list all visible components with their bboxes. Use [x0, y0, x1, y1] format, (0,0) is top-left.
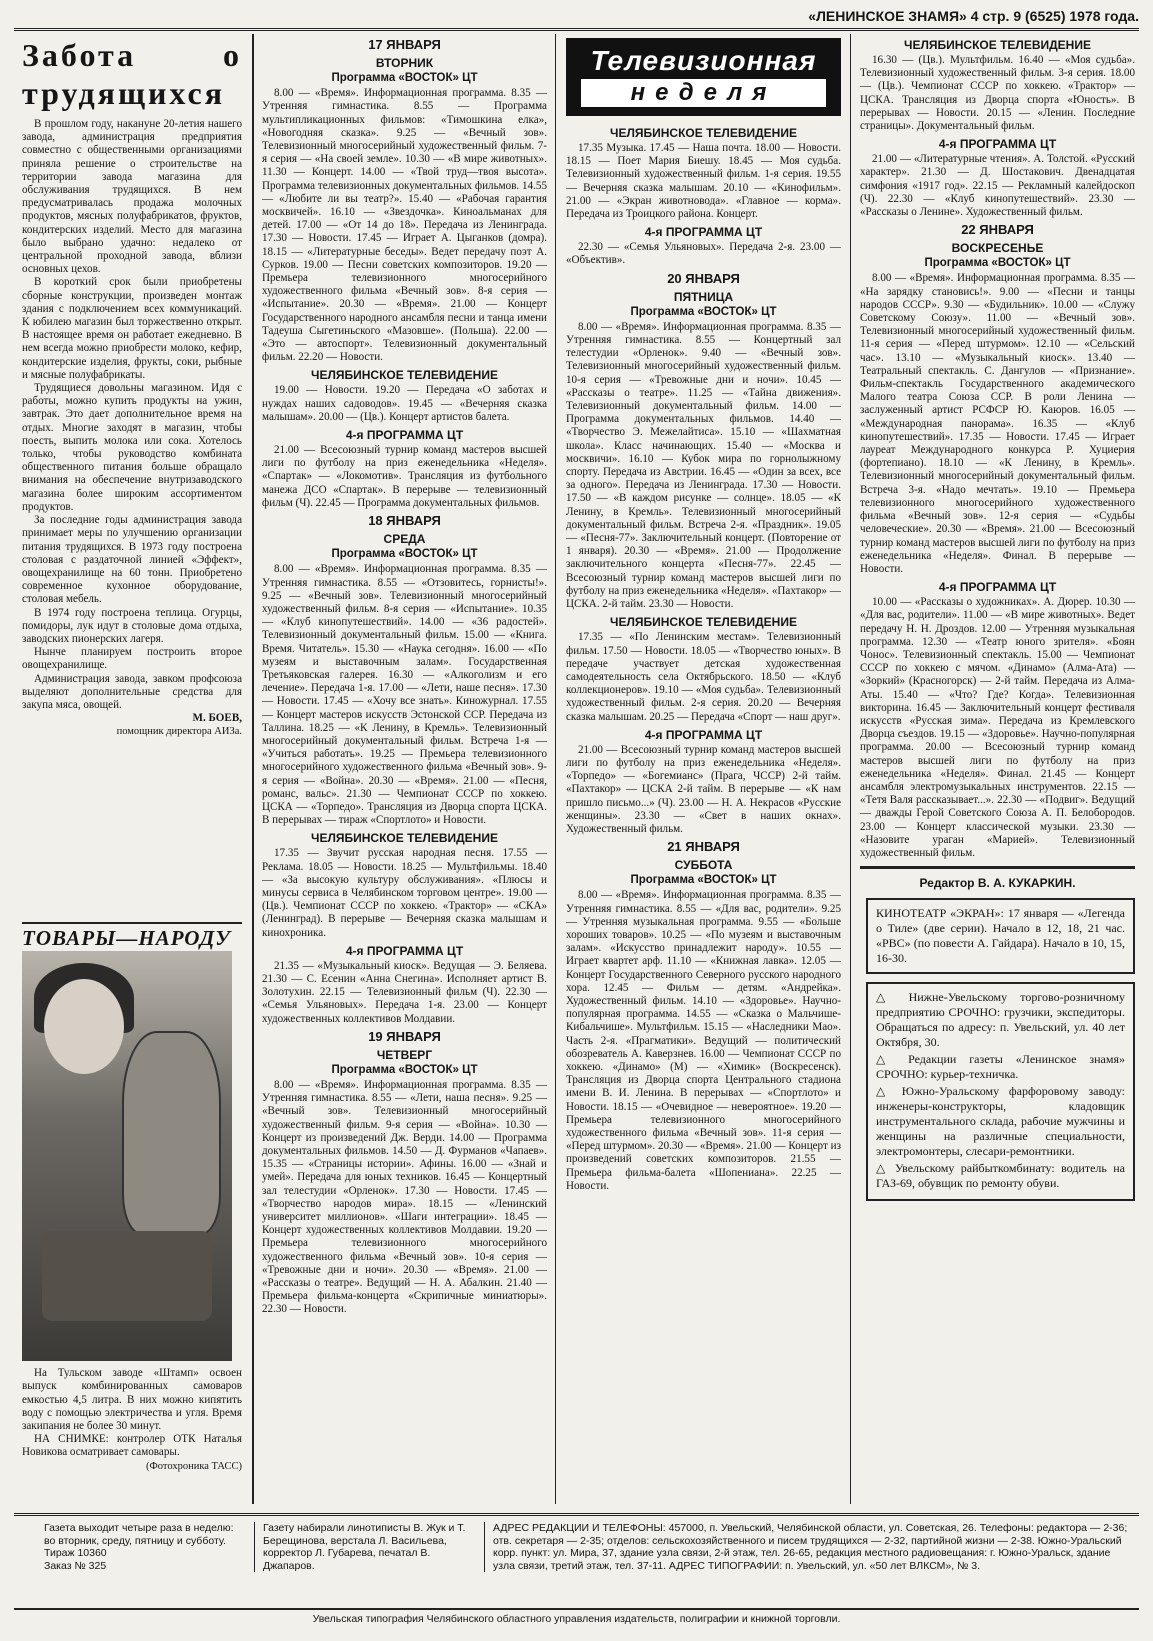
- goods-credit: (Фотохроника ТАСС): [145, 1460, 242, 1472]
- article-column: [22, 36, 242, 881]
- ad-item: △ Южно-Уральскому фарфоровому заводу: инженеры-конструкторы, кладовщик инструментального склада, рабочие мужчины и женщины на различные специальности, электромонтеры, слесари-ремонтники.: [876, 1084, 1125, 1159]
- program-title: Программа «ВОСТОК» ЦТ: [630, 305, 777, 318]
- article-paragraph: Нынче планируем построить второе овощехранилище.: [22, 646, 242, 672]
- day-name: ПЯТНИЦА: [673, 289, 734, 304]
- samovar-photo: [22, 951, 232, 1361]
- channel-title: 4-я ПРОГРАММА ЦТ: [345, 943, 464, 958]
- program-listing: 21.35 — «Музыкальный киоск». Ведущая — Э. Беляева. 21.30 — С. Есенин «Анна Снегина». Исполняет артист В. Золотухин. 22.15 — Телевизионный фильм (Ч). 22.30 — «Семья Ульяновых». Передача 1-я. 23.00 — Концерт художественных коллективов Молдавии.: [262, 959, 547, 1025]
- cinema-box: КИНОТЕАТР «ЭКРАН»: 17 января — «Легенда о Тиле» (две серии). Начало в 12, 18, 21 час. «РВС» (по повести А. Гайдара). Начало в 10, 15, 16-30.: [866, 898, 1135, 974]
- footer-address: АДРЕС РЕДАКЦИИ И ТЕЛЕФОНЫ: 457000, п. Увельский, Челябинской области, ул. Советская, 26. Телефоны: редактора — 2-36; отв. секретаря — 2-35; отделов: сельскохозяйственного и писем трудящихся — 2-32, партийной жизни — 2-38. Южно-Уральский корр. пункт: ул. Мира, 37, здание узла связи, 2-й этаж, тел. 26-65, редакция местного радиовещания: г. Южно-Уральск, здание узла связи, третий этаж, тел. 37-11. АДРЕС ТИПОГРАФИИ: п. Увельский, ул. «50 лет ВЛКСМ», № 3.: [484, 1522, 1133, 1572]
- channel-title: ЧЕЛЯБИНСКОЕ ТЕЛЕВИДЕНИЕ: [610, 126, 797, 140]
- goods-title: ТОВАРЫ—НАРОДУ: [22, 926, 231, 950]
- channel-title: 4-я ПРОГРАММА ЦТ: [644, 727, 763, 742]
- day-name: ВОСКРЕСЕНЬЕ: [951, 241, 1044, 256]
- program-title: Программа «ВОСТОК» ЦТ: [331, 1063, 478, 1076]
- footer-order: Заказ № 325: [44, 1559, 107, 1572]
- page-footer: [14, 1513, 1139, 1610]
- channel-title: 4-я ПРОГРАММА ЦТ: [644, 225, 763, 240]
- tv-logo-line1: Телевизионная: [590, 45, 817, 76]
- program-listing: 10.00 — «Рассказы о художниках». А. Дюрер. 10.30 — «Для вас, родители». 11.00 — «В мире животных». Ведет передачу Н. Н. Дроздов. 12.00 — Утренняя музыкальная программа. 12.30 — «Театр юного зрителя». «Боян Чонос». Телевизионный спектакль. 15.00 — Чемпионат СССР по хоккею с мячом. «Динамо» (Алма-Ата) — «Зоркий» (Красногорск) — 2-й тайм. Передача из Алма-Аты. 15.40 — «Что? Где? Когда». Телевизионная викторина. 16.45 — Заключительный концерт фестиваля искусств «Русская зима». Передача из Кремлевского Дворца съездов. 19.15 — «Здоровье». Научно-популярная программа. 20.00 — Всесоюзный турнир команд мастеров высшей лиги по футболу на приз еженедельника «Неделя». Финал. 21.45 — Концерт ансамбля электромузыкальных инструментов. 22.15 — «Тетя Валя рассказывает...». 22.30 — «Подвиг». Ведущий — дважды Герой Советского Союза А. П. Белобородов. 23.00 — Концерт классической музыки. 23.30 — «Назовите ураган «Марией». Телевизионный художественный фильм.: [860, 596, 1135, 859]
- program-listing: 21.00 — «Литературные чтения». А. Толстой. «Русский характер». 21.30 — Д. Шостакович. Двенадцатая симфония «1917 год». 22.15 — Рекламный калейдоскоп (Ч). 22.30 — «Клуб кинопутешествий». 23.30 — «Рассказы о Ленине». Художественный фильм.: [860, 153, 1135, 219]
- channel-title: 4-я ПРОГРАММА ЦТ: [938, 580, 1057, 595]
- channel-title: 4-я ПРОГРАММА ЦТ: [938, 137, 1057, 152]
- day-date: 19 ЯНВАРЯ: [368, 1028, 441, 1044]
- ad-item: △ Увельскому райбыткомбинату: водитель на ГАЗ-69, обувщик по ремонту обуви.: [876, 1161, 1125, 1191]
- divider: [22, 922, 242, 924]
- article-paragraph: Трудящиеся довольны магазином. Идя с работы, можно купить продукты на ужин, завтрак. Это дает дополнительное время на отдых. Многие заходят в магазин, чтобы поесть, выпить молока или сока. Хотелось только, чтобы руководство комбината общественного питания больше обращало внимания на обеспечение внутризаводского магазина более широким ассортиментом продуктов.: [22, 382, 242, 513]
- divider: [850, 34, 851, 1504]
- program-listing: 17.35 Музыка. 17.45 — Наша почта. 18.00 — Новости. 18.15 — Поет Мария Биешу. 18.45 — Моя судьба. Телевизионный художественный фильм. 1-я серия. 19.55 — Вечерняя сказка малышам. 20.10 — «Кинофильм». 21.00 — «Экран животновода». «Главное — корма». Передача из Троицкого района. Концерт.: [566, 142, 841, 221]
- day-name: ЧЕТВЕРГ: [376, 1047, 433, 1062]
- channel-title: ЧЕЛЯБИНСКОЕ ТЕЛЕВИДЕНИЕ: [610, 615, 797, 630]
- tv-column-3: [566, 34, 841, 1509]
- program-listing: 17.35 — «По Ленинским местам». Телевизионный фильм. 17.50 — Новости. 18.05 — «Творчество юных». В передаче участвует детская художественная самодеятельность села Октябрьского. 18.50 — «Клуб коллекционеров». 19.10 — «Моя судьба». Телевизионный художественный фильм. 2-я серия. 20.20 — Вечерняя сказка малышам. 20.25 — Передача «Спорт — наш друг».: [566, 631, 841, 723]
- program-listing: 17.35 — Звучит русская народная песня. 17.55 — Реклама. 18.05 — Новости. 18.25 — Мультфильмы. 18.40 — «За высокую культуру обслуживания». «Плюсы и минусы сервиса в Челябинском торговом центре». 19.00 — (Цв.). Чемпионат СССР по хоккею. «Трактор» — «СКА» (Ленинград). В перерыве — Вечерняя сказка малышам и кинохроника.: [262, 847, 547, 939]
- program-title: Программа «ВОСТОК» ЦТ: [630, 874, 777, 887]
- goods-column: [22, 926, 242, 1506]
- footer-staff: Газету набирали линотиписты В. Жук и Т. Берещинова, верстала Л. Васильева, корректор Л. Губарева, печатал В. Джапаров.: [254, 1522, 473, 1572]
- article-title: Забота о трудящихся: [22, 37, 242, 111]
- page-header: «ЛЕНИНСКОЕ ЗНАМЯ» 4 стр. 9 (6525) 1978 года.: [14, 4, 1139, 31]
- channel-title: ЧЕЛЯБИНСКОЕ ТЕЛЕВИДЕНИЕ: [311, 368, 498, 383]
- ad-item: △ Редакции газеты «Ленинское знамя» СРОЧНО: курьер-техничка.: [876, 1052, 1125, 1082]
- program-listing: 21.00 — Всесоюзный турнир команд мастеров высшей лиги по футболу на приз еженедельника «Неделя». «Спартак» — «Локомотив». Трансляция из футбольного манежа ДСО «Спартак». В перерыве — телевизионный фильм (Ч). 22.45 — Программа документальных фильмов.: [262, 444, 547, 509]
- divider: [252, 34, 254, 1504]
- tv-logo-line2: неделя: [581, 79, 826, 107]
- footer-schedule: [44, 1522, 234, 1572]
- channel-title: ЧЕЛЯБИНСКОЕ ТЕЛЕВИДЕНИЕ: [311, 831, 498, 846]
- article-paragraph: В короткий срок были приобретены сборные конструкции, произведен монтаж здания с подключением всех коммуникаций. К юбилею магазин был торжественно открыт. В настоящее время он работает ежедневно. В нем всегда можно приобрести молоко, кефир, кондитерские изделия, фрукты, соки, рыбные и мясные полуфабрикаты.: [22, 276, 242, 381]
- program-listing: 8.00 — «Время». Информационная программа. 8.35 — Утренняя гимнастика. 8.55 — «Лети, наша песня». 9.25 — «Вечный зов». Телевизионный многосерийный художественный фильм. 9-я серия — «Война». 10.30 — Концерт из произведений Дж. Верди. 14.00 — Программа документальных фильмов. 14.50 — Д. Фурманов «Чапаев». 15.35 — «Страницы истории». Афины. 16.00 — «Знай и умей». Передача для юных техников. 16.45 — Концертный зал телестудии «Орленок». 17.30 — Новости. 17.45 — «Творчество народов мира». 18.15 — «Ленинский университет миллионов». «Шаги интеграции». 18.45 — Концерт художественных коллективов Молдавии. 19.20 — Премьера телевизионного многосерийного художественного фильма «Вечный зов». 10-я серия — «Тревожные дни и ночи». 20.30 — «Время». 21.00 — «Рассказы о театре». Ведущий — Н. А. Абалкин. 21.40 — Премьера фильма-концерта «Скрипичные миниатюры». 22.30 — Новости.: [262, 1079, 547, 1316]
- divider: [555, 34, 556, 1504]
- program-listing: 8.00 — «Время». Информационная программа. 8.35 — Утренняя гимнастика. 8.55 — «Для вас, родители». 9.25 — Утренняя музыкальная программа. 9.55 — «Больше хороших товаров». 10.25 — «По музеям и выставочным залам». «Искусство принадлежит народу». 10.55 — Играет квартет арф. 11.10 — «Книжная лавка». 12.05 — Концерт Государственного Северного русского народного хора. 12.45 — Фильм — детям. «Андрейка». Художественный фильм. 14.10 — «Здоровье». Научно-популярная программа. 14.55 — «Сказка о Мальчише-Кибальчише». Мультфильм. 15.15 — «Наследники Мао». Часть 2-я. «Прагматики». Ведущий — политический обозреватель А. Каверзнев. 16.00 — Чемпионат СССР по хоккею. «Динамо» (М) — «Химик» (Воскресенск). Трансляция из Дворца спорта Центрального стадиона имени В. И. Ленина. В перерывах — «Спортлото» и Новости. 18.15 — «Очевидное — невероятное». 19.20 — Премьера телевизионного многосерийного художественного фильма «Вечный зов». 11-я серия — «Перед штурмом». 20.30 — «Время». 21.00 — Концерт из произведений советских композиторов. 21.55 — Премьера фильма-балета «Шопениана». 22.25 — Новости.: [566, 889, 841, 1192]
- program-listing: 21.00 — Всесоюзный турнир команд мастеров высшей лиги по футболу на приз еженедельника «Неделя». «Торпедо» — «Богемианс» (Прага, ЧССР) 2-й тайм. «Пахтакор» — ЦСКА 2-й тайм. В перерыве — «К нам пришло письмо...» (Ч). 23.00 — Н. А. Некрасов «Русские женщины». 23.30 — «Свет в наших окнах». Художественный фильм.: [566, 743, 841, 835]
- channel-title: 4-я ПРОГРАММА ЦТ: [345, 428, 464, 443]
- day-name: ВТОРНИК: [375, 56, 434, 70]
- day-name: СУББОТА: [674, 858, 733, 873]
- tv-column-2: [262, 34, 547, 1509]
- program-listing: 16.30 — (Цв.). Мультфильм. 16.40 — «Моя судьба». Телевизионный художественный фильм. 3-я серия. 18.00 — (Цв.). Чемпионат СССР по хоккею. «Трактор» — ЦСКА. Трансляция из Дворца спорта «Юность». В перерывах — Новости. 20.15 — «Ленин. Последние страницы». Документальный фильм.: [860, 54, 1135, 133]
- tv-week-logo: [566, 38, 841, 116]
- program-title: Программа «ВОСТОК» ЦТ: [924, 257, 1071, 270]
- program-listing: 8.00 — «Время». Информационная программа. 8.35 — Утренняя гимнастика. 8.55 — Концертный зал телестудии «Орленок». 9.40 — «Вечный зов». Телевизионный многосерийный художественный фильм. 10-я серия — «Тревожные дни и ночи». 10.45 — «Рассказы о театре». 11.25 — «Тайна движения». Телевизионный документальный фильм. 14.00 — Программа документальных фильмов. 14.40 — «Творчество Э. Межелайтиса». 15.10 — «Шахматная школа». Класс начинающих. 15.40 — «Москва и москвичи». 16.10 — Кубок мира по горнолыжному спорту. Передача из Австрии. 16.45 — «Один за всех, все за одного». Передача из Ленинграда. 17.30 — Новости. 17.50 — «В каждом рисунке — солнце». 18.05 — «К Ленину, в Кремль». Телевизионный многосерийный документальный фильм. Встреча 2-я. «Праздник». 19.05 — «Песня-77». Заключительный концерт. (Повторение от 1 января). 20.30 — «Время». 21.00 — Продолжение заключительного концерта «Песня-77». 22.45 — Всесоюзный турнир команд мастеров высшей лиги по футболу на приз еженедельника «Неделя». «Пахтакор» — ЦСКА. 2-й тайм. 23.30 — Новости.: [566, 320, 841, 611]
- article-paragraph: За последние годы администрация завода принимает меры по улучшению организации питания трудящихся. В 1973 году построена столовая с раздаточной линией «Эффект», овощехранилище на 60 тонн. Приобретено современное кухонное оборудование, столовая мебель.: [22, 514, 242, 606]
- goods-photo-note: НА СНИМКЕ: контролер ОТК Наталья Новикова осматривает самовары.: [22, 1433, 242, 1459]
- article-paragraph: В 1974 году построена теплица. Огурцы, помидоры, лук идут в столовые дома отдыха, заводских пионерских лагеря.: [22, 606, 242, 645]
- channel-title: ЧЕЛЯБИНСКОЕ ТЕЛЕВИДЕНИЕ: [904, 38, 1091, 52]
- tv-column-4: [860, 34, 1135, 1509]
- day-date: 22 ЯНВАРЯ: [961, 222, 1034, 238]
- program-title: Программа «ВОСТОК» ЦТ: [331, 72, 478, 84]
- article-paragraph: Администрация завода, завком профсоюза выделяют дополнительные средства для закупа мяса, овощей.: [22, 672, 242, 711]
- article-paragraph: В прошлом году, накануне 20-летия нашего завода, администрация предприятия совместно с общественными организациями приняла решение о строительстве на территории завода магазина для обслуживания трудящихся. В нем предусматривалась продажа молочных продуктов, мясных полуфабрикатов, фруктов, кондитерских изделий. Место для магазина было выбрано удачно: недалеко от центральной проходной завода, вблизи основных цехов.: [22, 118, 242, 276]
- printer-line: Увельская типография Челябинского областного управления издательств, полиграфии и книжной торговли.: [312, 1613, 841, 1625]
- ads-box: [866, 982, 1135, 1201]
- article-author: М. БОЕВ,: [192, 712, 242, 725]
- day-date: 17 ЯНВАРЯ: [368, 37, 441, 52]
- divider: [860, 866, 1135, 869]
- program-listing: 19.00 — Новости. 19.20 — Передача «О заботах и нуждах наших садоводов». 19.45 — «Вечерняя сказка малышам». 20.00 — (Цв.). Концерт артистов балета.: [262, 384, 547, 423]
- day-date: 20 ЯНВАРЯ: [667, 270, 740, 286]
- ad-item: △ Нижне-Увельскому торгово-розничному предприятию СРОЧНО: грузчики, экспедиторы. Обращаться по адресу: п. Увельский, ул. 40 лет Октября, 30.: [876, 990, 1125, 1050]
- program-listing: 8.00 — «Время». Информационная программа. 8.35 — Утренняя гимнастика. 8.55 — «Отзовитесь, горнисты!». 9.25 — «Вечный зов». Телевизионный многосерийный художественный фильм. 8-я серия — «Испытание». 10.35 — «Клуб кинопутешествий». 14.00 — «36 радостей». Телевизионный документальный фильм. 15.00 — «Книга. Время. Читатель». 15.30 — «Наука сегодня». 16.00 — «По музеям и выставочным залам». Государственная Третьяковская галерея. 16.30 — «Алкоголизм и его лечение». Передача 1-я. 17.00 — «Лети, наше песня». 17.30 — Новости. 17.45 — «Хочу все знать». Киножурнал. 17.55 — Концерт мастеров искусств Эстонской ССР. Передача из Таллина. 18.25 — «К Ленину, в Кремль». Телевизионный многосерийный документальный фильм. Встреча 1-я — «Учиться работать». 19.25 — Премьера телевизионного многосерийного художественного фильма «Вечный зов». 9-я серия — «Война». 20.30 — «Время». 21.00 — «Песня, романс, вальс». 21.30 — Чемпионат СССР по хоккею. ЦСКА — «Торпедо». Трансляция из Дворца спорта ЦСКА. В перерывах — тираж «Спортлото» и Новости.: [262, 563, 547, 827]
- day-name: СРЕДА: [383, 532, 426, 547]
- footer-schedule-text: Газета выходит четыре раза в неделю: во вторник, среду, пятницу и субботу.: [44, 1522, 234, 1547]
- article-author-title: помощник директора АИЗа.: [116, 726, 242, 738]
- footer-tirazh: Тираж 10360: [44, 1547, 107, 1559]
- program-title: Программа «ВОСТОК» ЦТ: [331, 548, 478, 561]
- program-listing: 22.30 — «Семья Ульяновых». Передача 2-я. 23.00 — «Объектив».: [566, 241, 841, 267]
- program-listing: 8.00 — «Время». Информационная программа. 8.35 — «На зарядку становись!». 9.00 — «Песни и танцы народов СССР». 9.30 — «Будильник». 10.00 — «Служу Советскому Союзу». 11.00 — «Вечный зов». Телевизионный многосерийный художественный фильм. 11-я серия — «Перед штурмом». 12.10 — «Сельский час». 13.10 — «Музыкальный киоск». 13.40 — Театральный спектакль. С. Дангулов — «Признание». Фильм-спектакль Государственного академического Малого театра Союза ССР. В роли Ленина — заслуженный артист РСФСР Ю. Каюров. 16.05 — «Международная панорама». 16.35 — «Клуб кинопутешествий». 17.35 — Новости. 17.45 — Играет лауреат Международного конкурса Р. Хуциерия (фортепиано). 18.10 — «К Ленину, в Кремль». Телевизионный многосерийный документальный фильм. Встреча 3-я. «Надо мечтать». 19.10 — Премьера телевизионного многосерийного художественного фильма «Вечный зов». 12-я серия — «Судьбы человеческие». 20.30 — «Время». 21.00 — Всесоюзный турнир команд мастеров высшей лиги по футболу на приз еженедельника «Неделя». Финал. В перерыве — Новости.: [860, 272, 1135, 575]
- program-listing: 8.00 — «Время». Информационная программа. 8.35 — Утренняя гимнастика. 8.55 — Программа мультипликационных фильмов: «Тимошкина елка», «Новогодняя сказка». 9.25 — «Вечный зов». Телевизионный многосерийный художественный фильм. 7-я серия — «На своей земле». 10.30 — «В мире животных». 11.30 — Концерт. 14.00 — «Твой труд—твоя высота». Программа телевизионных документальных фильмов. 14.55 — «Любите ли вы театр?». 15.40 — «Рабочая гарантия москвичей». 16.10 — «Звездочка». Киноальманах для детей. 17.00 — «От 14 до 18». Передача из Ленинграда. 17.30 — Новости. 17.45 — Играет А. Цыганков (домра). 18.15 — «Литературные беседы». Ведет передачу поэт А. Сурков. 19.00 — Песни советских композиторов. 19.20 — Премьера телевизионного многосерийного художественного фильма «Вечный зов». 8-я серия — «Испытание». 20.30 — «Время». 21.00 — Концерт Государственного народного ансамбля песни и танца имени Тадеуша Сыгетиньского «Мазовше». (Польша). 22.00 — «Это — автоспорт». Телевизионный документальный фильм. 22.20 — Новости.: [262, 87, 547, 364]
- editor-line: Редактор В. А. КУКАРКИН.: [919, 876, 1076, 891]
- goods-caption: На Тульском заводе «Штамп» освоен выпуск комбинированных самоваров емкостью 4,5 литра. В них можно кипятить воду с помощью электричества и угля. Время закипания не более 30 минут.: [22, 1367, 242, 1433]
- day-date: 21 ЯНВАРЯ: [667, 839, 740, 855]
- day-date: 18 ЯНВАРЯ: [368, 513, 441, 529]
